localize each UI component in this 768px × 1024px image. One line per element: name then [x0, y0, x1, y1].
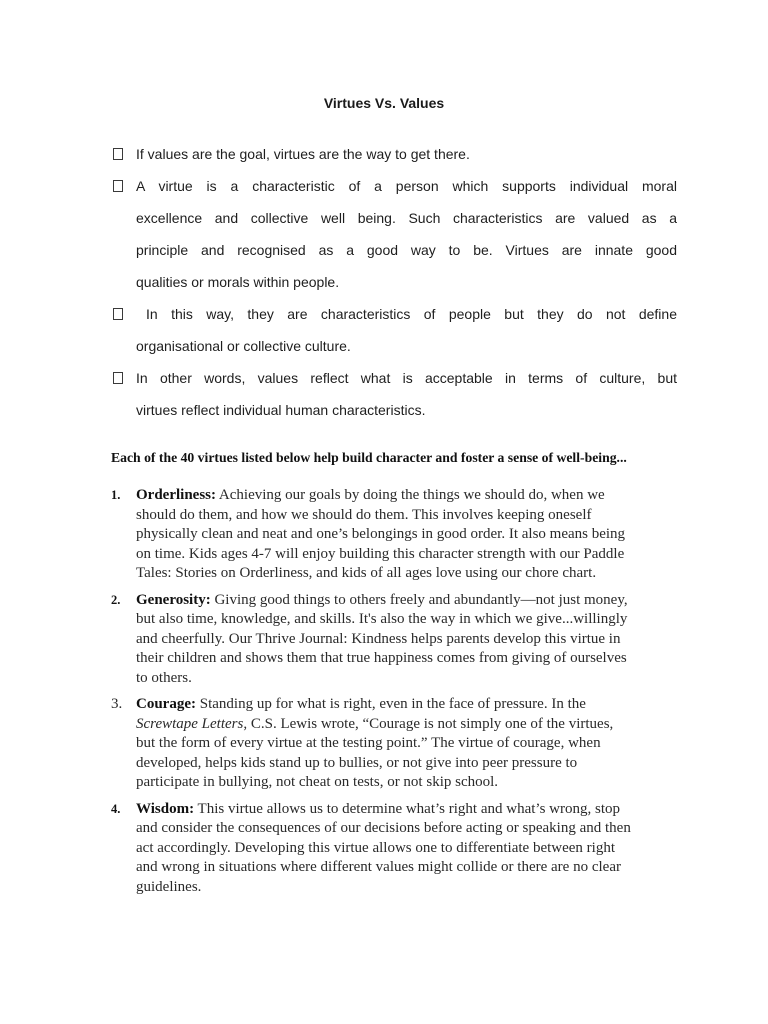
- virtue-line: their children and shows them that true happiness comes from giving of ourselves: [136, 650, 627, 666]
- virtue-line: to others.: [136, 669, 192, 686]
- virtue-line: [136, 715, 711, 735]
- virtue-line: physically clean and neat and one’s belongings in good order. It also means being: [136, 526, 626, 542]
- virtue-line: guidelines.: [136, 878, 202, 895]
- virtue-line: and cheerfully. Our Thrive Journal: Kindness helps parents develop this virtue in: [136, 630, 621, 647]
- bullet-list: [136, 138, 677, 426]
- virtue-line: and wrong in situations where different values might collide or there are no clear: [136, 859, 621, 875]
- virtue-line: should do them, and how we should do them. This involves keeping oneself: [136, 506, 592, 523]
- virtue-line: but also time, knowledge, and skills. It's also the way in which we give...willingly: [136, 611, 628, 627]
- virtue-item: [111, 695, 711, 793]
- virtue-number: 1.: [111, 488, 121, 502]
- bullet-line: A virtue is a characteristic of a person which supports individual moral: [136, 178, 677, 194]
- bullet-line: virtues reflect individual human characteristics.: [136, 402, 426, 418]
- virtue-line: Tales: Stories on Orderliness, and kids of all ages love using our chore chart.: [136, 565, 597, 581]
- bullet-item: [136, 138, 677, 170]
- virtue-line: [136, 591, 711, 611]
- virtue-term: Wisdom:: [136, 800, 195, 817]
- virtue-text: Giving good things to others freely and abundantly—not just money,: [210, 591, 628, 608]
- bullet-item: [136, 362, 677, 426]
- virtues-intro: Each of the 40 virtues listed below help build character and foster a sense of well-being...: [111, 450, 627, 465]
- virtue-line: [136, 800, 711, 820]
- page-title: Virtues Vs. Values: [323, 95, 445, 111]
- virtue-text: , C.S. Lewis wrote, “Courage is not simply one of the virtues,: [243, 715, 614, 732]
- virtue-list: [111, 486, 711, 904]
- virtue-line: [136, 486, 711, 506]
- bullet-box-icon: [113, 308, 123, 320]
- bullet-line: principle and recognised as a good way to be. Virtues are innate good: [136, 242, 677, 258]
- virtue-item: [111, 591, 711, 689]
- bullet-line: In other words, values reflect what is acceptable in terms of culture, but: [136, 370, 677, 386]
- virtue-text: Standing up for what is right, even in the face of pressure. In the: [196, 696, 586, 712]
- virtue-term: Generosity:: [136, 591, 211, 608]
- bullet-item: [136, 170, 677, 298]
- book-title: Screwtape Letters: [136, 715, 244, 732]
- virtue-number: 3.: [111, 696, 123, 712]
- bullet-box-icon: [113, 148, 123, 160]
- virtue-line: but the form of every virtue at the testing point.” The virtue of courage, when: [136, 735, 601, 751]
- virtue-term: Orderliness:: [136, 487, 216, 503]
- virtue-line: and consider the consequences of our decisions before acting or speaking and then: [136, 820, 631, 836]
- virtue-text: Achieving our goals by doing the things we should do, when we: [216, 487, 605, 503]
- bullet-line: qualities or morals within people.: [136, 274, 340, 290]
- virtue-line: [136, 695, 711, 715]
- virtue-line: developed, helps kids stand up to bullies, or not give into peer pressure to: [136, 754, 578, 771]
- bullet-line: If values are the goal, virtues are the way to get there.: [136, 146, 470, 162]
- virtue-line: participate in bullying, not cheat on tests, or not skip school.: [136, 774, 499, 790]
- bullet-line: In this way, they are characteristics of people but they do not define: [146, 306, 677, 322]
- virtue-text: This virtue allows us to determine what’s right and what’s wrong, stop: [194, 800, 620, 817]
- virtue-line: on time. Kids ages 4-7 will enjoy building this character strength with our Paddle: [136, 545, 625, 562]
- virtue-term: Courage:: [136, 696, 196, 712]
- bullet-box-icon: [113, 372, 123, 384]
- bullet-item: [136, 298, 677, 362]
- virtue-number: 4.: [111, 801, 121, 816]
- bullet-line: organisational or collective culture.: [136, 338, 351, 354]
- virtue-item: [111, 800, 711, 898]
- bullet-line: excellence and collective well being. Such characteristics are valued as a: [136, 210, 677, 226]
- virtue-number: 2.: [111, 592, 121, 607]
- bullet-box-icon: [113, 180, 123, 192]
- virtue-line: act accordingly. Developing this virtue allows one to differentiate between right: [136, 839, 616, 856]
- virtue-item: [111, 486, 711, 584]
